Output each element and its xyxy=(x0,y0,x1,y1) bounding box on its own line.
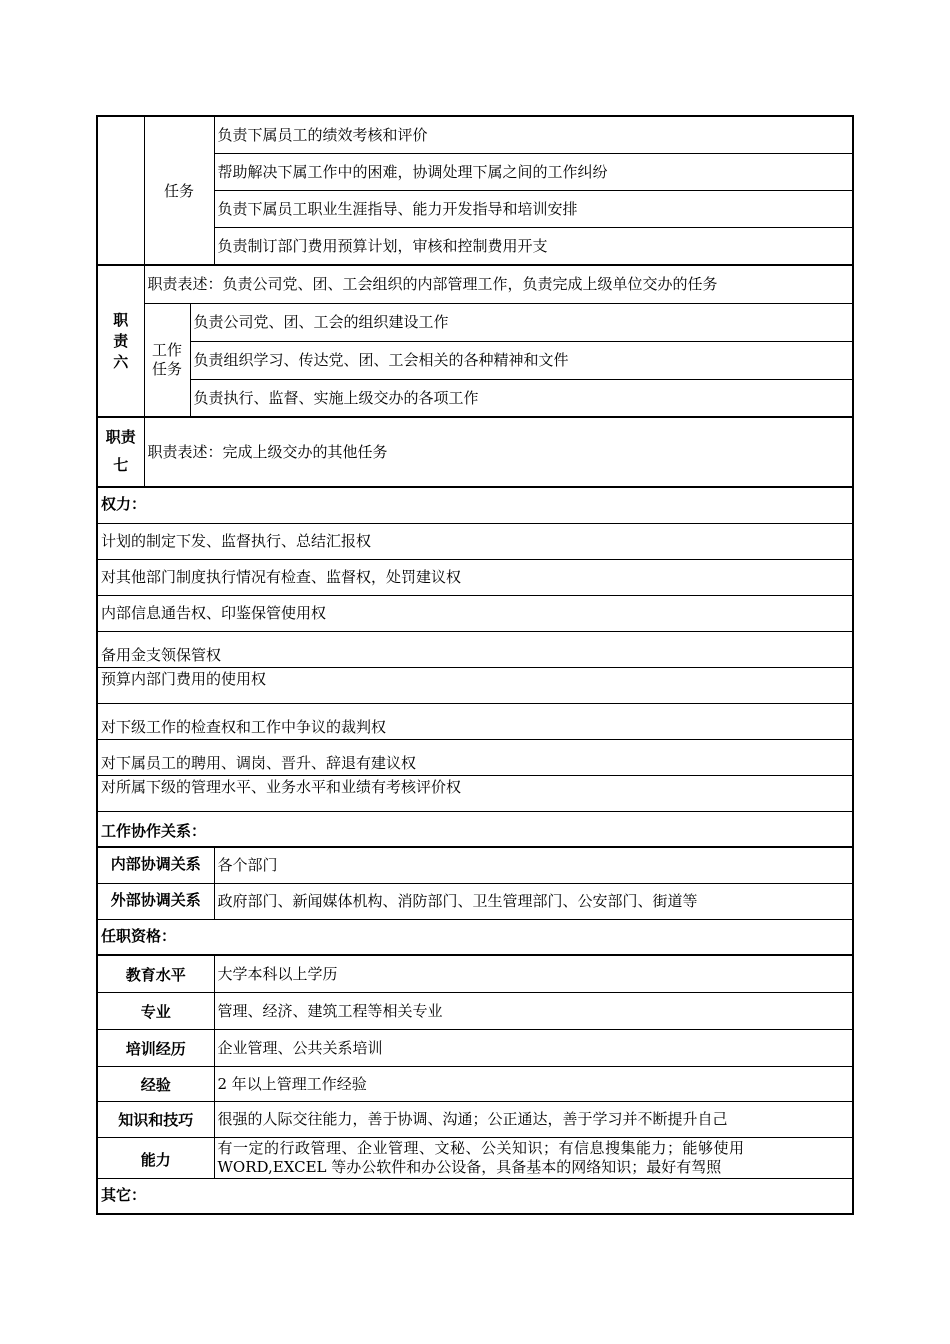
duty5-table xyxy=(96,115,854,266)
power-item: 对其他部门制度执行情况有检查、监督权，处罚建议权 xyxy=(97,559,853,595)
qualification-label: 专业 xyxy=(97,992,214,1029)
duty5-task-item: 负责下属员工的绩效考核和评价 xyxy=(214,116,853,153)
duty5-task-item: 帮助解决下属工作中的困难，协调处理下属之间的工作纠纷 xyxy=(214,153,853,190)
duty6-label-char: 责 xyxy=(113,332,129,350)
duty5-task-item: 负责制订部门费用预算计划，审核和控制费用开支 xyxy=(214,227,853,265)
duty6-task-item: 负责组织学习、传达党、团、工会相关的各种精神和文件 xyxy=(190,341,853,379)
qualification-label: 知识和技巧 xyxy=(97,1101,214,1137)
other-heading: 其它： xyxy=(97,1178,853,1214)
internal-relation-value: 各个部门 xyxy=(214,847,853,883)
power-item: 预算内部门费用的使用权 xyxy=(97,667,853,703)
qualification-value: 企业管理、公共关系培训 xyxy=(214,1029,853,1066)
ability-label: 能力 xyxy=(97,1137,214,1178)
power-item: 对下级工作的检查权和工作中争议的裁判权 xyxy=(97,703,853,739)
power-item: 对下属员工的聘用、调岗、晋升、辞退有建议权 xyxy=(97,739,853,775)
duty6-task-label xyxy=(144,303,190,417)
duty5-task-label: 任务 xyxy=(144,116,214,265)
duty7-label-line: 职责 xyxy=(105,429,136,446)
power-item: 备用金支领保管权 xyxy=(97,631,853,667)
ability-line: 有一定的行政管理、企业管理、文秘、公关知识；有信息搜集能力；能够使用 xyxy=(217,1138,745,1157)
powers-heading: 权力： xyxy=(97,487,853,523)
ability-value xyxy=(214,1137,853,1178)
qualification-value: 很强的人际交往能力，善于协调、沟通；公正通达，善于学习并不断提升自己 xyxy=(214,1101,853,1137)
qualification-value: 管理、经济、建筑工程等相关专业 xyxy=(214,992,853,1029)
power-item: 对所属下级的管理水平、业务水平和业绩有考核评价权 xyxy=(97,775,853,811)
duty6-task-label-line: 工作 xyxy=(151,340,182,359)
qualifications-heading: 任职资格： xyxy=(97,919,853,955)
power-item: 内部信息通告权、印鉴保管使用权 xyxy=(97,595,853,631)
duty7-label xyxy=(97,417,144,487)
power-item: 计划的制定下发、监督执行、总结汇报权 xyxy=(97,523,853,559)
external-relation-value: 政府部门、新闻媒体机构、消防部门、卫生管理部门、公安部门、街道等 xyxy=(214,883,853,919)
duty6-task-item: 负责执行、监督、实施上级交办的各项工作 xyxy=(190,379,853,417)
duty7-table xyxy=(96,416,854,488)
duty5-task-item: 负责下属员工职业生涯指导、能力开发指导和培训安排 xyxy=(214,190,853,227)
qualifications-table xyxy=(96,954,854,1215)
relations-heading: 工作协作关系： xyxy=(97,811,853,847)
duty6-label-char: 六 xyxy=(113,353,129,371)
powers-table xyxy=(96,486,854,848)
job-description-sheet xyxy=(96,115,854,1215)
duty6-description: 职责表述：负责公司党、团、工会组织的内部管理工作，负责完成上级单位交办的任务 xyxy=(144,265,853,303)
external-relation-label: 外部协调关系 xyxy=(97,883,214,919)
ability-line: WORD,EXCEL 等办公软件和办公设备，具备基本的网络知识；最好有驾照 xyxy=(217,1157,722,1176)
duty6-task-item: 负责公司党、团、工会的组织建设工作 xyxy=(190,303,853,341)
qualification-value: 大学本科以上学历 xyxy=(214,955,853,992)
duty6-label xyxy=(97,265,144,417)
qualification-label: 教育水平 xyxy=(97,955,214,992)
qualification-label: 培训经历 xyxy=(97,1029,214,1066)
duty5-label-cell xyxy=(97,116,144,265)
qualification-value: 2 年以上管理工作经验 xyxy=(214,1066,853,1101)
duty7-label-line: 七 xyxy=(113,457,129,474)
internal-relation-label: 内部协调关系 xyxy=(97,847,214,883)
duty7-description: 职责表述：完成上级交办的其他任务 xyxy=(144,417,853,487)
duty6-task-label-line: 任务 xyxy=(151,359,182,378)
duty6-table xyxy=(96,264,854,418)
duty6-label-char: 职 xyxy=(113,311,129,329)
qualification-label: 经验 xyxy=(97,1066,214,1101)
relations-table xyxy=(96,846,854,956)
